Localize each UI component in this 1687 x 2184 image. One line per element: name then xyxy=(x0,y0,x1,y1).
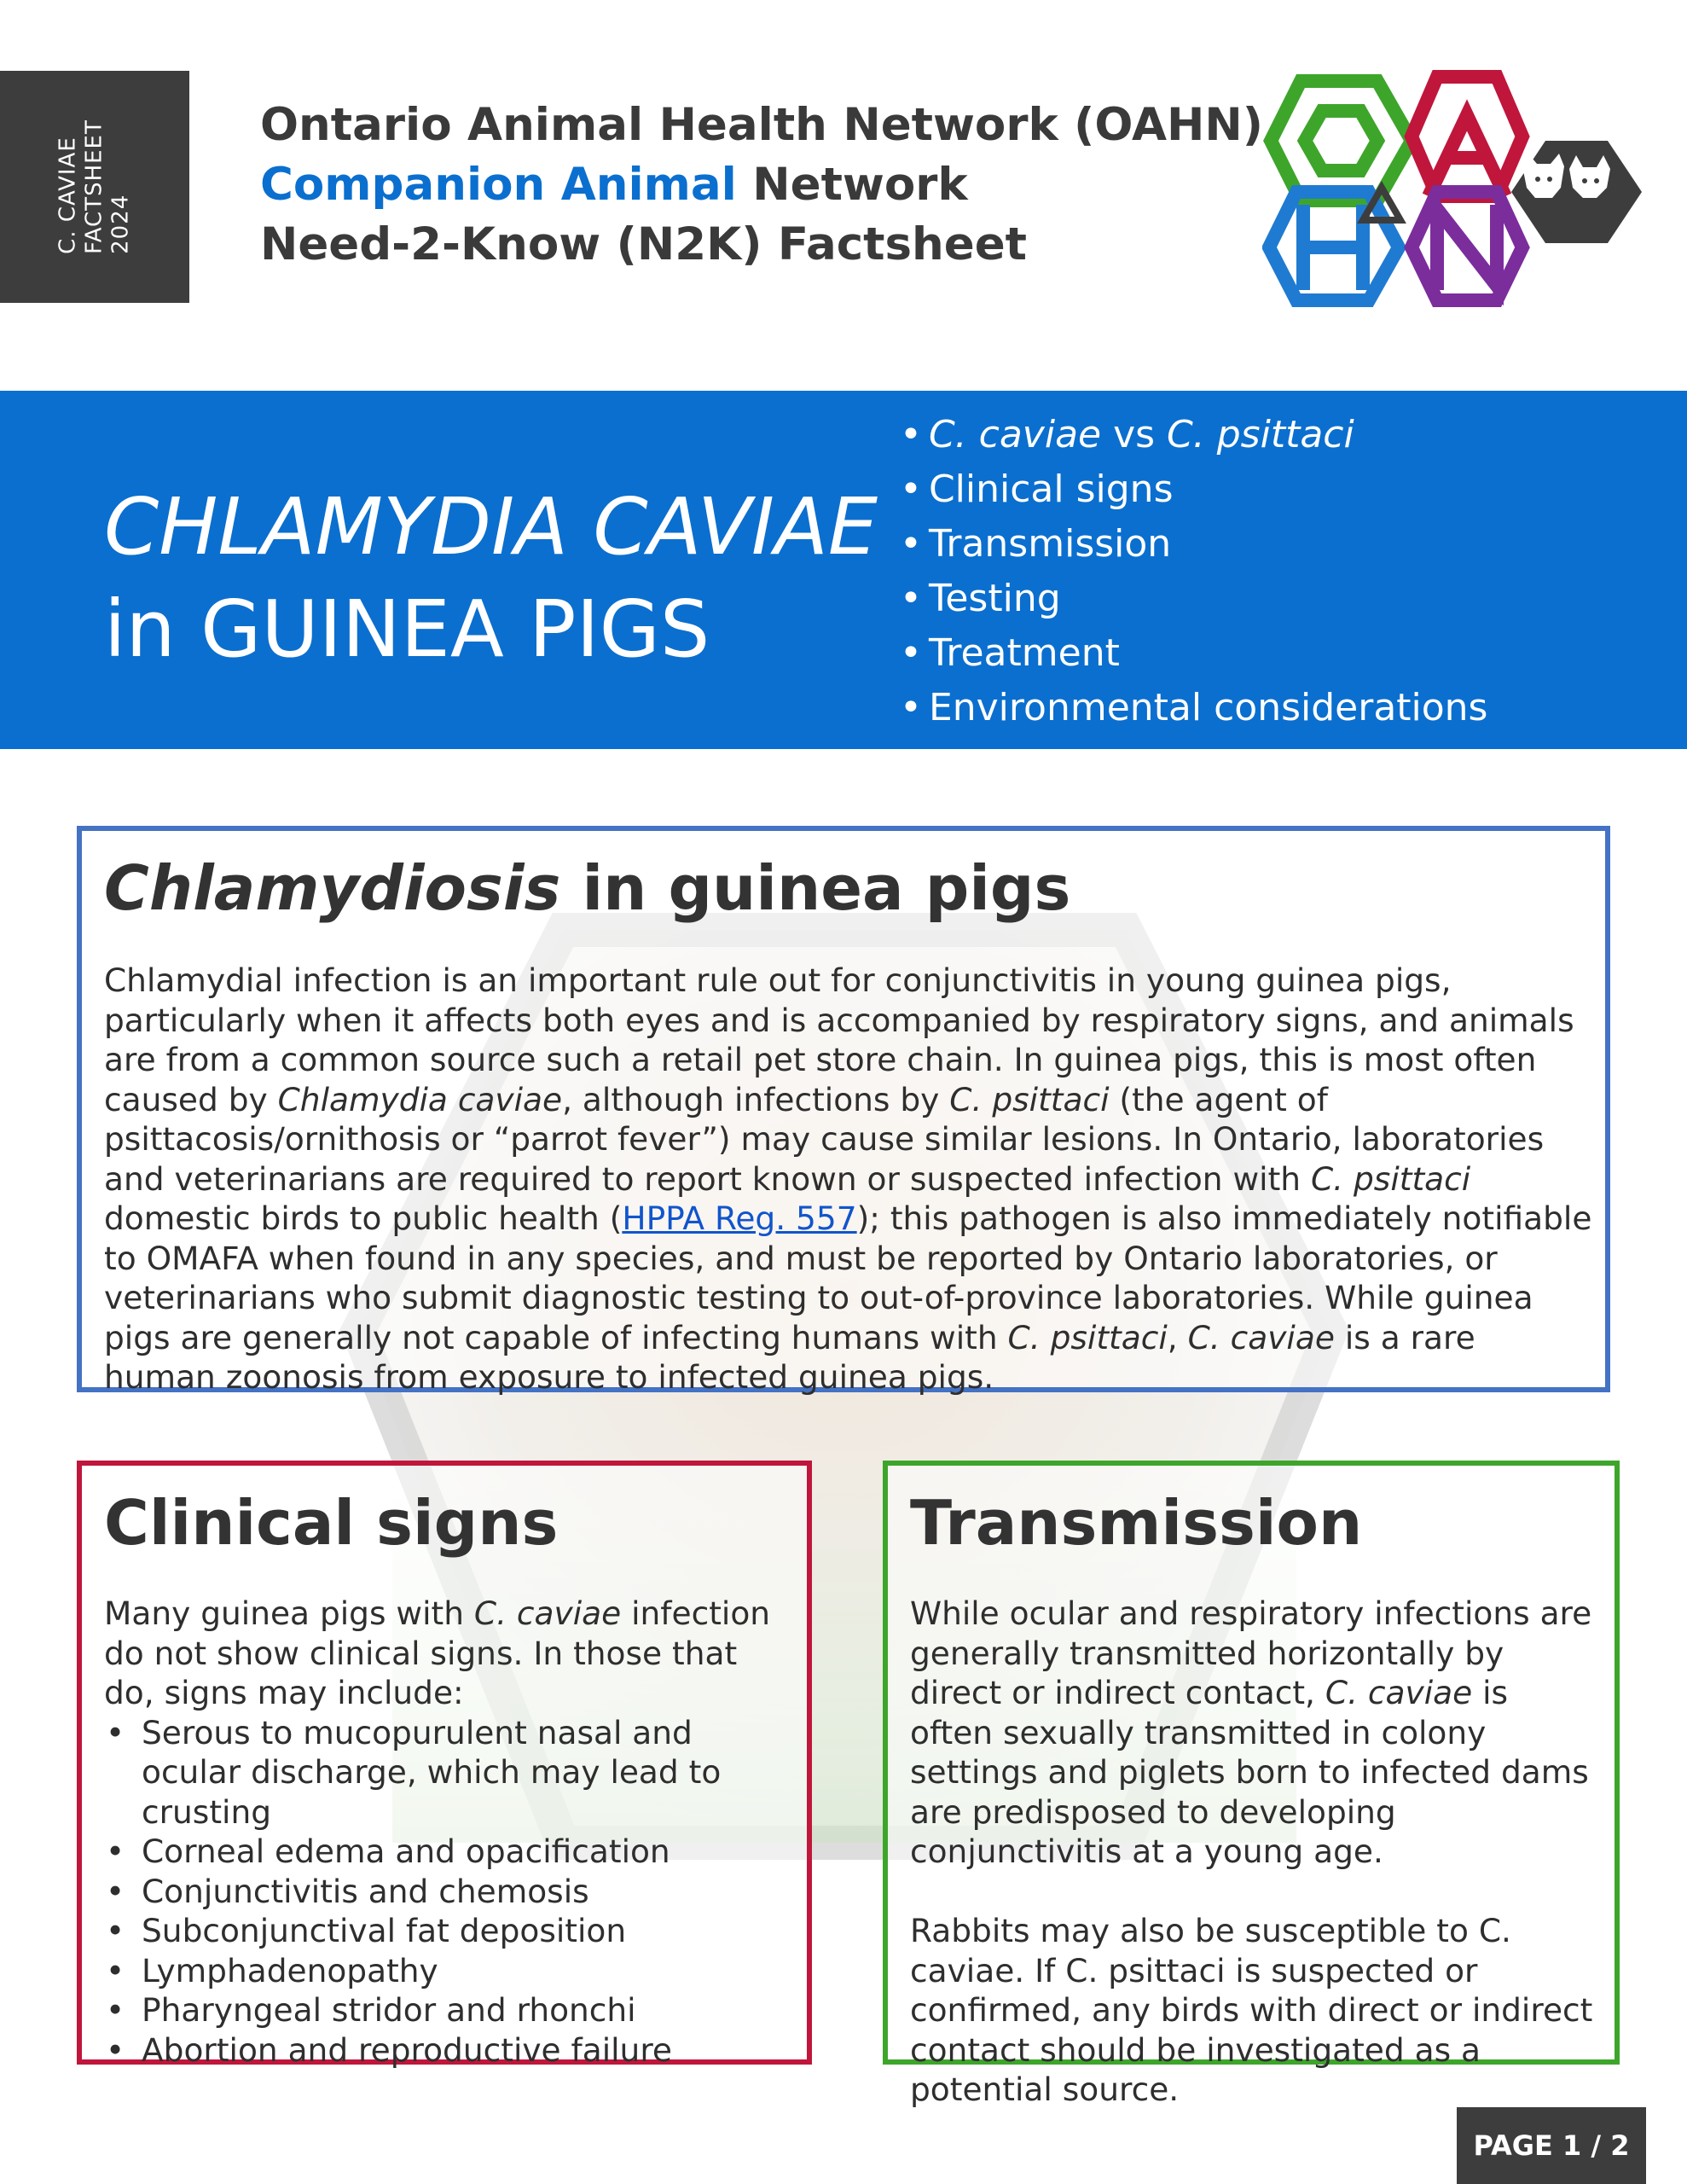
header-network-accent: Companion Animal xyxy=(260,159,737,211)
list-item: • Lymphadenopathy xyxy=(104,1951,795,1991)
banner-title-line-2: in GUINEA PIGS xyxy=(104,584,710,675)
topic-item-6: • Environmental considerations xyxy=(900,681,1487,735)
transmission-body xyxy=(910,1594,1601,2110)
intro-text-6: C. psittaci xyxy=(1310,1159,1471,1198)
clinical-intro-b: C. caviae xyxy=(473,1594,622,1632)
list-item: • Pharyngeal stridor and rhonchi xyxy=(104,1990,795,2030)
intro-text-9: C. psittaci xyxy=(1007,1318,1168,1356)
side-tab-text xyxy=(55,119,135,254)
list-item: • Abortion and reproductive failure xyxy=(104,2030,795,2071)
transmission-p1-c: is often sexually transmitted in colony settings and piglets born to infected dams are predisposed to developing conjunctivitis at a young age. xyxy=(910,1674,1589,1870)
banner-topics-list xyxy=(900,408,1487,735)
transmission-paragraph-1 xyxy=(910,1594,1601,1872)
logo-letter-a xyxy=(1412,77,1522,196)
transmission-box xyxy=(883,1461,1620,2108)
intro-text-10: , xyxy=(1167,1318,1188,1356)
banner-title-line-1: CHLAMYDIA CAVIAE xyxy=(104,481,878,572)
topic-item-2: • Clinical signs xyxy=(900,462,1487,517)
list-item: • Corneal edema and opacification xyxy=(104,1832,795,1872)
hppa-reg-link[interactable]: HPPA Reg. 557 xyxy=(622,1199,857,1237)
topic-item-1 xyxy=(900,408,1487,462)
banner-title xyxy=(104,476,878,681)
organization-header xyxy=(260,96,1263,275)
page-number-badge: PAGE 1 / 2 xyxy=(1457,2107,1646,2184)
clinical-intro xyxy=(104,1594,795,1713)
clinical-intro-c: infection do not show clinical signs. In those that do, signs may include: xyxy=(104,1594,771,1711)
topic-item-3: • Transmission xyxy=(900,517,1487,572)
intro-paragraph xyxy=(104,961,1597,1397)
list-item: • Subconjunctival fat deposition xyxy=(104,1911,795,1951)
intro-title-rest: in guinea pigs xyxy=(560,852,1071,924)
clinical-signs-list xyxy=(104,1713,795,2071)
list-item: • Conjunctivitis and chemosis xyxy=(104,1872,795,1912)
transmission-p1-a: While ocular and respiratory infections are generally transmitted horizontally by direct or indirect contact, xyxy=(910,1594,1592,1711)
side-tab-line-3: 2024 xyxy=(107,194,134,254)
intro-text-3: , although infections by xyxy=(562,1080,950,1118)
side-tab-line-1: C. CAVIAE xyxy=(55,136,81,254)
intro-text-1: Chlamydial infection is an important rule out for conjunctivitis in young guinea pigs, particularly when it affects both eyes and is accompanied by respiratory signs, and animals are from a common source such a retail pet store chain. In guinea pigs, this is most often caused by xyxy=(104,961,1574,1118)
title-banner xyxy=(0,391,1687,749)
intro-text-12: is a rare human zoonosis from exposure to infected guinea pigs. xyxy=(104,1318,1475,1396)
intro-body xyxy=(104,961,1597,1397)
intro-title xyxy=(104,850,1070,926)
intro-text-8: ); this pathogen is also immediately notifiable to OMAFA when found in any species, and must be reported by Ontario laboratories, or veterinarians who submit diagnostic testing to out-of-province laboratories. While guinea pigs are generally not capable of infecting humans with xyxy=(104,1199,1592,1356)
clinical-signs-body xyxy=(104,1594,795,2070)
topic-item-5: • Treatment xyxy=(900,626,1487,681)
logo-letter-n xyxy=(1412,192,1522,300)
list-item: • Serous to mucopurulent nasal and ocular discharge, which may lead to crusting xyxy=(104,1713,795,1833)
clinical-intro-a: Many guinea pigs with xyxy=(104,1594,474,1632)
topic-1-a: C. caviae xyxy=(928,413,1102,456)
header-line-1: Ontario Animal Health Network (OAHN) xyxy=(260,99,1263,151)
transmission-p1-b: C. caviae xyxy=(1325,1674,1473,1711)
topic-item-4: • Testing xyxy=(900,572,1487,626)
intro-text-11: C. caviae xyxy=(1187,1318,1335,1356)
topic-1-b: vs xyxy=(1101,413,1168,456)
transmission-paragraph-2: Rabbits may also be susceptible to C. caviae. If C. psittaci is suspected or confirmed, any birds with direct or indirect contact should be investigated as a potential source. xyxy=(910,1912,1593,2108)
transmission-title: Transmission xyxy=(910,1487,1363,1559)
side-tab-line-2: FACTSHEET xyxy=(81,119,107,254)
oahn-logo xyxy=(1262,68,1646,307)
topic-1-c: C. psittaci xyxy=(1167,413,1354,456)
intro-title-italic: Chlamydiosis xyxy=(104,852,561,924)
intro-text-4: C. psittaci xyxy=(949,1080,1110,1118)
logo-pets-icon xyxy=(1511,141,1642,243)
intro-text-7: domestic birds to public health ( xyxy=(104,1199,623,1237)
logo-letter-o xyxy=(1271,81,1412,200)
chlamydiosis-intro-box xyxy=(77,826,1610,1396)
clinical-signs-box xyxy=(77,1461,812,2069)
header-line-3: Need-2-Know (N2K) Factsheet xyxy=(260,218,1028,270)
factsheet-side-tab xyxy=(0,71,189,303)
clinical-signs-title: Clinical signs xyxy=(104,1487,559,1559)
intro-text-2: Chlamydia caviae xyxy=(277,1080,563,1118)
intro-text-5: (the agent of psittacosis/ornithosis or “parrot fever”) may cause similar lesions. In Ontario, laboratories and veterinarians are required to report known or suspected infection with xyxy=(104,1080,1545,1198)
logo-letter-h xyxy=(1269,192,1399,300)
header-line-2 xyxy=(260,155,1263,215)
header-network-rest: Network xyxy=(752,159,968,211)
